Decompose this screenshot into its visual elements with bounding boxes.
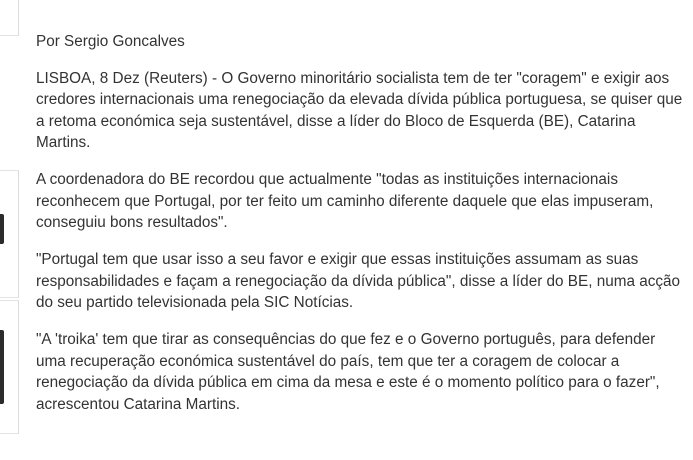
related-story-thumbnail[interactable] [0,214,4,244]
article-paragraph: "A 'troika' tem que tirar as consequências do que fez e o Governo português, para defender uma recuperação económica sustentável do país, tem que ter a coragem de colocar a renegociação da dívida pública em cima da mesa e este é o momento político para o fazer", acrescentou Catarina Martins. [36,331,660,413]
article-body [36,31,686,431]
left-related-rail [0,0,18,460]
article-byline: Por Sergio Goncalves [36,33,185,50]
related-story-thumbnail[interactable] [0,330,4,404]
related-story-card[interactable] [0,0,19,36]
article-paragraph: LISBOA, 8 Dez (Reuters) - O Governo minoritário socialista tem de ter "coragem" e exigir aos credores internacionais uma renegociação da elevada dívida pública portuguesa, se quiser que a retoma económica seja sustentável, disse a líder do Bloco de Esquerda (BE), Catarina Martins. [36,69,683,151]
article-paragraph: "Portugal tem que usar isso a seu favor e exigir que essas instituições assumam as suas responsabilidades e façam a renegociação da dívida pública", disse a líder do BE, numa acção do seu partido televisionada pela SIC Notícias. [36,251,681,311]
article-paragraph: A coordenadora do BE recordou que actualmente "todas as instituições internacionais reconhecem que Portugal, por ter feito um caminho diferente daquele que elas impuseram, conseguiu bons resultados". [36,171,654,231]
